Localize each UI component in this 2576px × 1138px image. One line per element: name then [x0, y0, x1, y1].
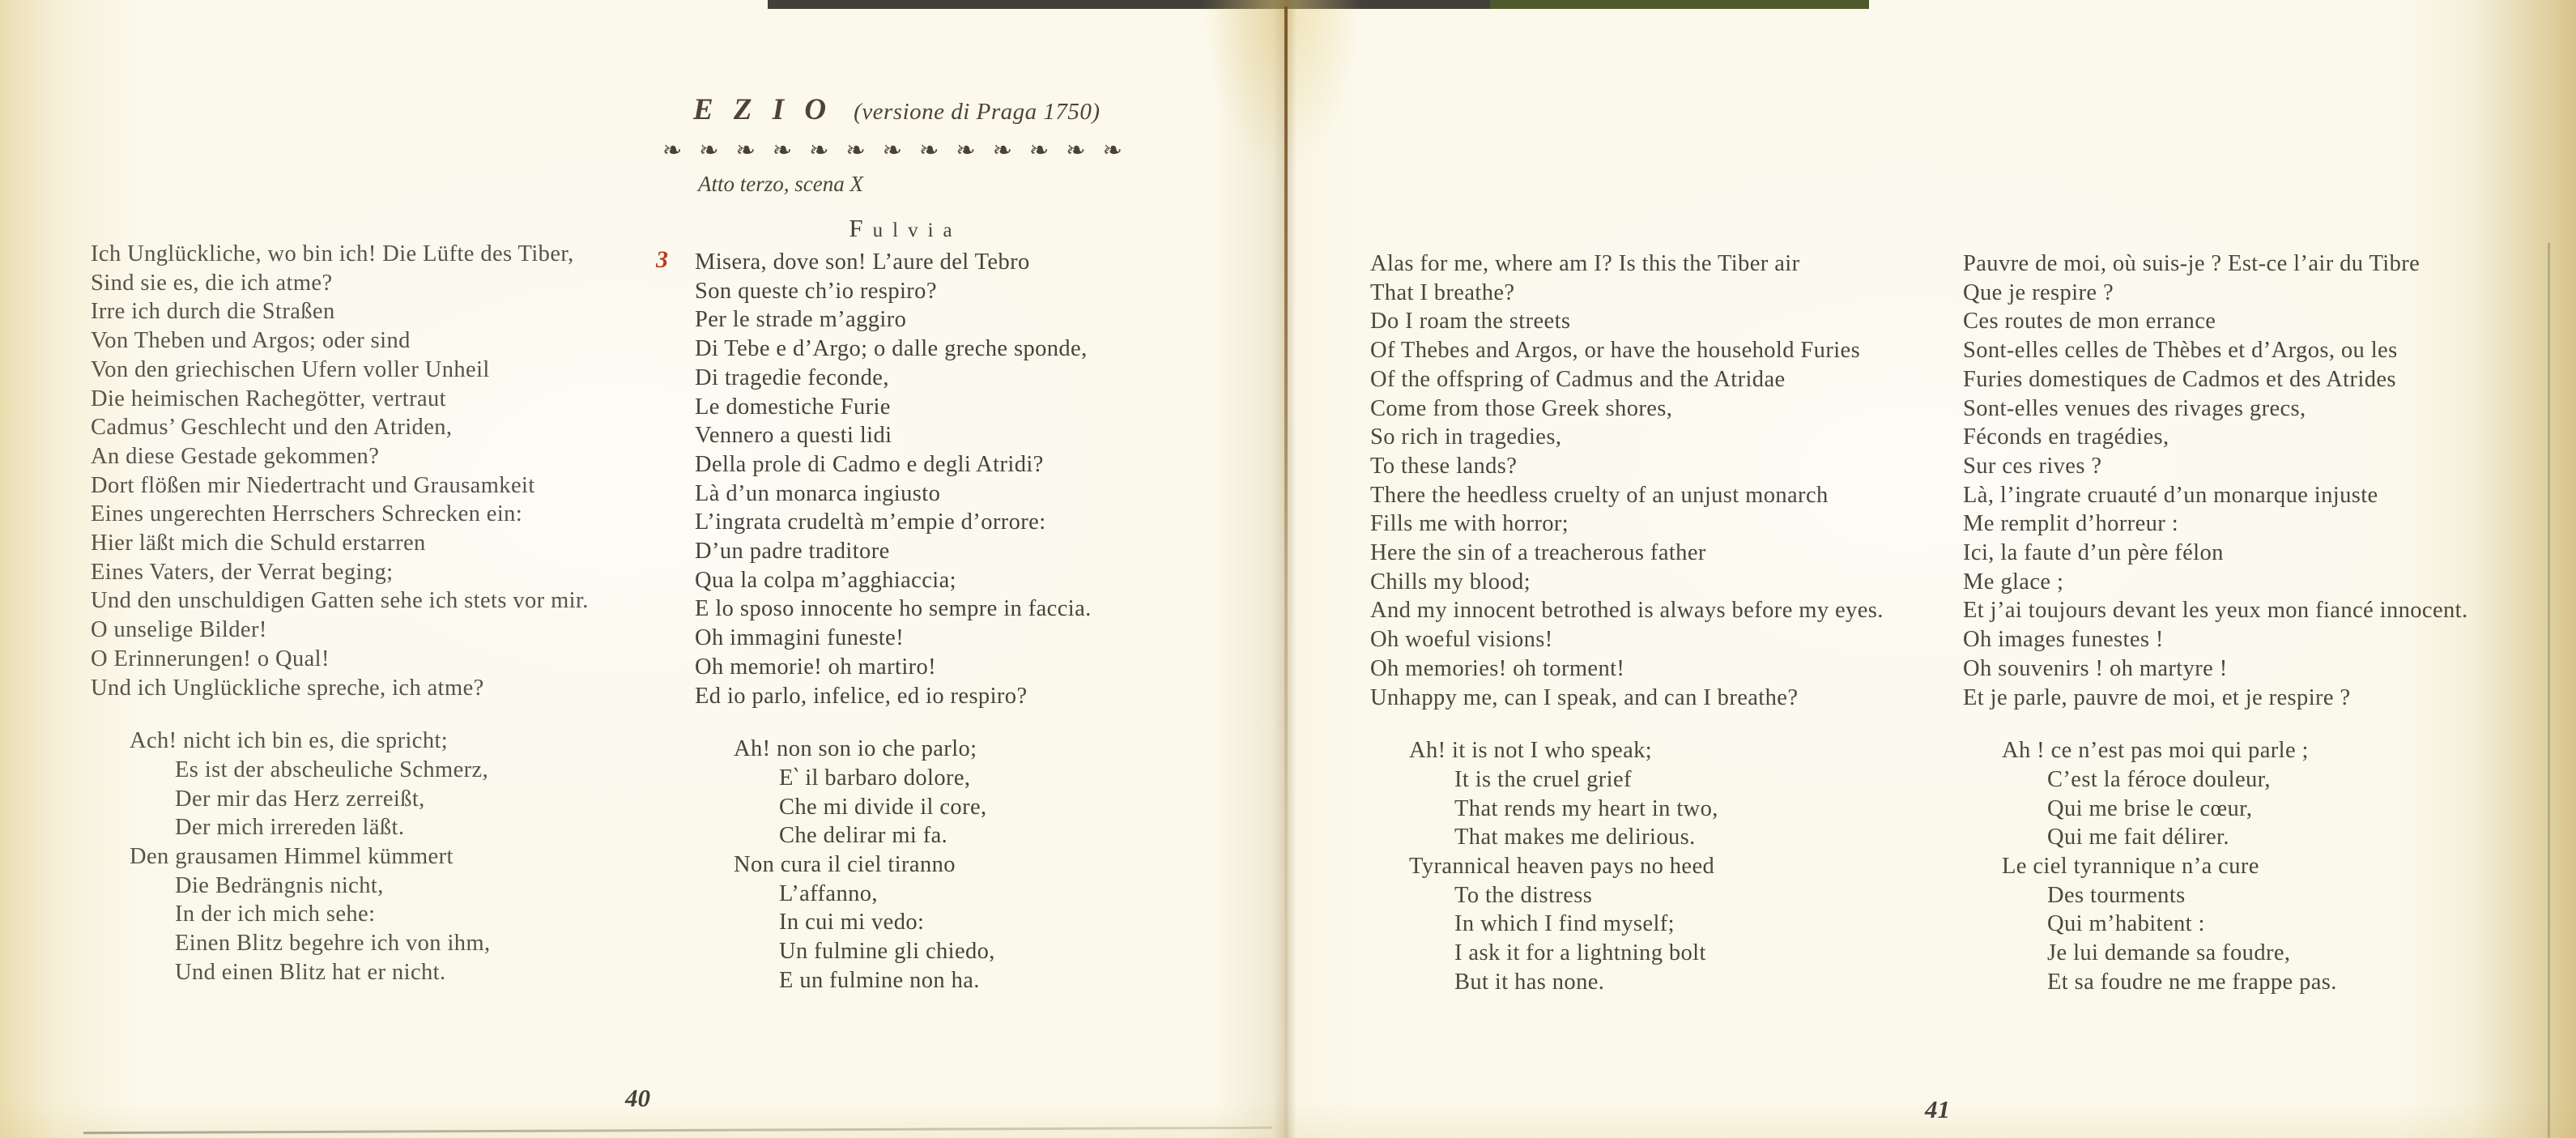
poem-line: Son queste ch’io respiro? — [695, 278, 937, 304]
poem-line: Oh souvenirs ! oh martyre ! — [1963, 655, 2228, 681]
french-stanza-1 — [1963, 249, 2562, 712]
poem-line: Di Tebe e d’Argo; o dalle greche sponde, — [695, 336, 1088, 362]
poem-line: Here the sin of a treacherous father — [1370, 540, 1706, 566]
opera-title: E Z I O — [693, 93, 833, 126]
book-top-edge-shadow — [768, 0, 1490, 9]
poem-line: Vennero a questi lidi — [695, 423, 892, 449]
poem-line: Irre ich durch die Straßen — [91, 299, 335, 325]
poem-line: Oh memorie! oh martiro! — [695, 654, 937, 680]
poem-line: E‵ il barbaro dolore, — [779, 765, 971, 791]
poem-line: Oh woeful visions! — [1370, 627, 1553, 653]
poem-line: Sur ces rives ? — [1963, 453, 2102, 479]
poem-line: Et sa foudre ne me frappe pas. — [2047, 969, 2337, 995]
german-stanza-2 — [91, 727, 649, 987]
poem-line: It is the cruel grief — [1454, 766, 1632, 792]
book-binding-green-edge — [1490, 0, 1869, 9]
poem-line: Fills me with horror; — [1370, 511, 1569, 537]
track-cue-number: 3 — [656, 246, 668, 273]
poem-line: Ici, la faute d’un père félon — [1963, 540, 2224, 566]
version-note: (versione di Praga 1750) — [854, 99, 1101, 125]
poem-line: Et je parle, pauvre de moi, et je respire ? — [1963, 684, 2351, 710]
poem-line: Là d’un monarca ingiusto — [695, 480, 941, 506]
poem-line: An diese Gestade gekommen? — [91, 443, 380, 469]
poem-line: Qua la colpa m’agghiaccia; — [695, 567, 956, 593]
poem-line: In der ich mich sehe: — [175, 901, 376, 927]
poem-line: Hier läßt mich die Schuld erstarren — [91, 531, 426, 556]
page-gutter-shadow — [1213, 0, 1362, 1138]
left-page-bottom-edge — [83, 1127, 1272, 1134]
german-stanza-1 — [91, 240, 649, 702]
poem-line: Und ich Unglückliche spreche, ich atme? — [91, 675, 484, 701]
poem-line: Le ciel tyrannique n’a cure — [2002, 854, 2259, 880]
poem-line: Eines ungerechten Herrschers Schrecken ein: — [91, 501, 523, 527]
poem-line: Furies domestiques de Cadmos et des Atrides — [1963, 366, 2396, 392]
poem-line: That rends my heart in two, — [1454, 795, 1718, 821]
poem-line: Per le strade m’aggiro — [695, 307, 907, 333]
scene-heading: Atto terzo, scena X — [698, 172, 863, 196]
poem-line: Pauvre de moi, où suis-je ? Est-ce l’air du Tibre — [1963, 251, 2421, 276]
poem-line: Sind sie es, die ich atme? — [91, 270, 333, 296]
poem-line: So rich in tragedies, — [1370, 424, 1562, 450]
poem-line: E un fulmine non ha. — [779, 967, 980, 993]
english-stanza-2 — [1370, 736, 1969, 996]
english-text-column — [1370, 249, 1969, 997]
poem-line: To these lands? — [1370, 453, 1518, 479]
poem-line: Ah! it is not I who speak; — [1409, 738, 1653, 764]
poem-line: Qui me brise le cœur, — [2047, 795, 2253, 821]
poem-line: Chills my blood; — [1370, 569, 1531, 595]
poem-line: Oh images funestes ! — [1963, 627, 2164, 653]
poem-line: Là, l’ingrate cruauté d’un monarque injuste — [1963, 482, 2378, 508]
poem-line: Of the offspring of Cadmus and the Atridae — [1370, 366, 1786, 392]
poem-line: Oh memories! oh torment! — [1370, 655, 1625, 681]
page-number-right: 41 — [1925, 1095, 1950, 1123]
poem-line: Einen Blitz begehre ich von ihm, — [175, 931, 491, 957]
poem-line: Qui m’habitent : — [2047, 911, 2205, 937]
poem-line: That makes me delirious. — [1454, 825, 1696, 850]
poem-line: Ich Unglückliche, wo bin ich! Die Lüfte des Tiber, — [91, 241, 574, 266]
poem-line: There the heedless cruelty of an unjust monarch — [1370, 482, 1829, 508]
poem-line: L’ingrata crudeltà m’empie d’orrore: — [695, 509, 1046, 535]
poem-line: O Erinnerungen! o Qual! — [91, 646, 330, 671]
poem-line: Ah ! ce n’est pas moi qui parle ; — [2002, 738, 2309, 764]
poem-line: C’est la féroce douleur, — [2047, 766, 2271, 792]
italian-stanza-1 — [695, 248, 1229, 710]
poem-line: Eines Vaters, der Verrat beging; — [91, 559, 394, 585]
poem-line: Dort flößen mir Niedertracht und Grausamkeit — [91, 472, 535, 498]
character-name: Fulvia — [849, 214, 962, 242]
poem-line: That I breathe? — [1370, 279, 1515, 305]
poem-line: Und den unschuldigen Gatten sehe ich stets vor mir. — [91, 588, 589, 614]
poem-line: Je lui demande sa foudre, — [2047, 940, 2291, 966]
poem-line: Et j’ai toujours devant les yeux mon fiancé innocent. — [1963, 598, 2468, 624]
poem-line: In which I find myself; — [1454, 911, 1675, 937]
ornament-divider: ❧❧❧❧❧❧❧❧❧❧❧❧❧ — [662, 138, 1139, 164]
poem-line: And my innocent betrothed is always before my eyes. — [1370, 598, 1884, 624]
poem-line: Tyrannical heaven pays no heed — [1409, 854, 1715, 880]
poem-line: But it has none. — [1454, 969, 1605, 995]
poem-line: I ask it for a lightning bolt — [1454, 940, 1706, 966]
poem-line: D’un padre traditore — [695, 539, 890, 565]
poem-line: Of Thebes and Argos, or have the household Furies — [1370, 338, 1861, 364]
poem-line: Unhappy me, can I speak, and can I breathe? — [1370, 684, 1799, 710]
poem-line: Non cura il ciel tiranno — [734, 852, 956, 878]
poem-line: Come from those Greek shores, — [1370, 395, 1673, 421]
italian-stanza-2 — [695, 735, 1229, 995]
poem-line: Oh immagini funeste! — [695, 625, 905, 651]
poem-line: Misera, dove son! L’aure del Tebro — [695, 249, 1030, 275]
poem-line: Le domestiche Furie — [695, 394, 891, 420]
poem-line: Me glace ; — [1963, 569, 2064, 595]
poem-line: Che mi divide il core, — [779, 794, 987, 820]
poem-line: In cui mi vedo: — [779, 910, 925, 936]
poem-line: Sont-elles venues des rivages grecs, — [1963, 395, 2306, 421]
poem-line: Della prole di Cadmo e degli Atridi? — [695, 451, 1044, 477]
page-gutter-line — [1284, 6, 1288, 1138]
poem-line: Un fulmine gli chiedo, — [779, 939, 995, 965]
poem-line: Ach! nicht ich bin es, die spricht; — [130, 728, 449, 754]
poem-line: L’affanno, — [779, 880, 878, 906]
poem-line: Es ist der abscheuliche Schmerz, — [175, 757, 489, 782]
french-text-column — [1963, 249, 2562, 997]
french-stanza-2 — [1963, 736, 2562, 996]
english-stanza-1 — [1370, 249, 1969, 712]
poem-line: Sont-elles celles de Thèbes et d’Argos, ou les — [1963, 338, 2398, 364]
poem-line: Die Bedrängnis nicht, — [175, 872, 384, 898]
poem-line: Von Theben und Argos; oder sind — [91, 328, 411, 354]
poem-line: Di tragedie feconde, — [695, 364, 889, 390]
poem-line: Che delirar mi fa. — [779, 823, 948, 849]
italian-text-column — [695, 248, 1229, 995]
poem-line: Den grausamen Himmel kümmert — [130, 844, 453, 870]
poem-line: Ah! non son io che parlo; — [734, 736, 977, 762]
poem-line: Des tourments — [2047, 882, 2186, 908]
poem-line: E lo sposo innocente ho sempre in faccia. — [695, 596, 1092, 622]
poem-line: Qui me fait délirer. — [2047, 825, 2229, 850]
poem-line: Do I roam the streets — [1370, 309, 1571, 335]
poem-line: To the distress — [1454, 882, 1593, 908]
poem-line: Der mich irrereden läßt. — [175, 815, 405, 841]
poem-line: Und einen Blitz hat er nicht. — [175, 959, 446, 985]
poem-line: Von den griechischen Ufern voller Unheil — [91, 356, 490, 382]
poem-line: Cadmus’ Geschlecht und den Atriden, — [91, 415, 453, 441]
poem-line: Ed io parlo, infelice, ed io respiro? — [695, 683, 1028, 709]
poem-line: Ces routes de mon errance — [1963, 309, 2216, 335]
german-text-column — [91, 240, 649, 987]
poem-line: Die heimischen Rachegötter, vertraut — [91, 386, 447, 411]
poem-line: Me remplit d’horreur : — [1963, 511, 2179, 537]
poem-line: Alas for me, where am I? Is this the Tiber air — [1370, 251, 1800, 276]
opera-title-block — [693, 92, 1101, 127]
poem-line: O unselige Bilder! — [91, 617, 267, 643]
poem-line: Féconds en tragédies, — [1963, 424, 2169, 450]
page-number-left: 40 — [625, 1084, 650, 1112]
poem-line: Que je respire ? — [1963, 279, 2114, 305]
poem-line: Der mir das Herz zerreißt, — [175, 786, 425, 812]
